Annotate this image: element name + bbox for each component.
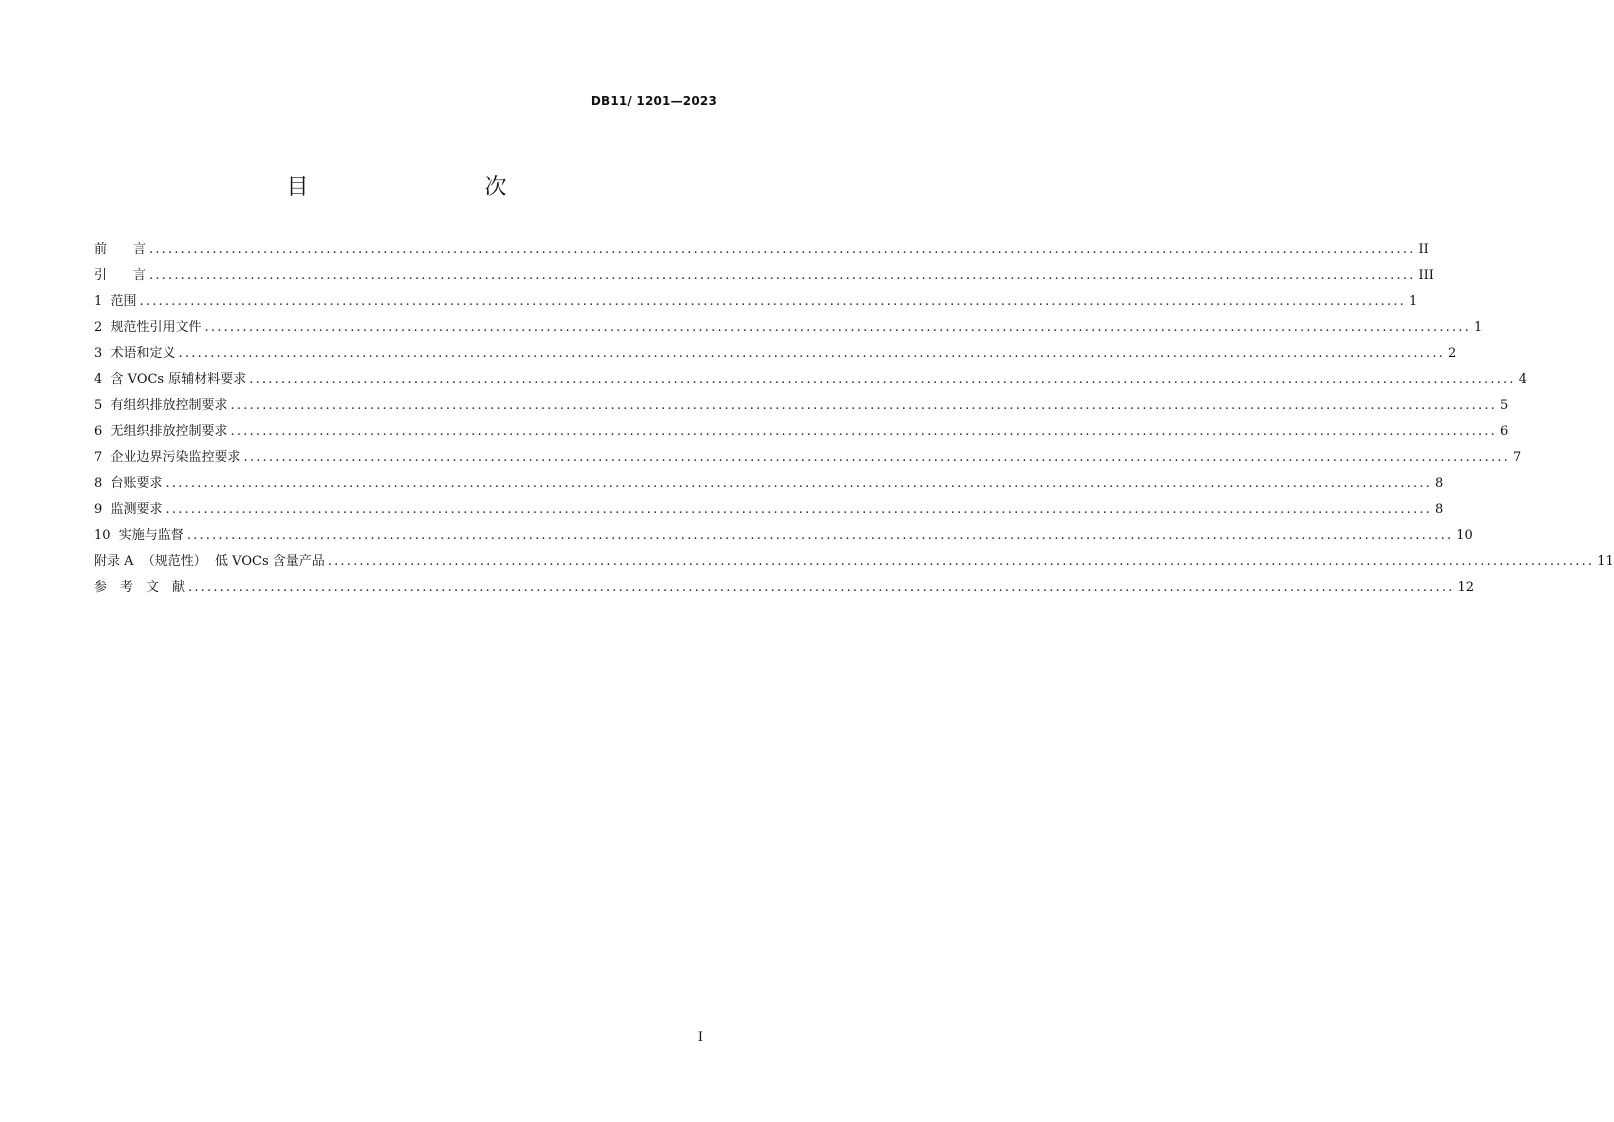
toc-entry-page: 5 — [1500, 398, 1509, 413]
toc-entry-label: 引 言 — [94, 268, 147, 283]
toc-entry-page: 11 — [1597, 554, 1614, 569]
toc-entry-monitoring[interactable] — [94, 497, 1444, 523]
toc-leader-dots: ........................................................................................................................................................................................................ — [230, 398, 1498, 413]
toc-leader-dots: ........................................................................................................................................................................................................ — [243, 450, 1511, 465]
toc-leader-dots: ........................................................................................................................................................................................................ — [165, 476, 1433, 491]
toc-leader-dots: ........................................................................................................................................................................................................ — [230, 424, 1498, 439]
toc-entry-organized-emission[interactable] — [94, 393, 1509, 419]
toc-entry-introduction[interactable] — [94, 263, 1434, 289]
toc-entry-label: 5 有组织排放控制要求 — [94, 398, 228, 413]
toc-entry-page: 10 — [1456, 528, 1473, 543]
toc-entry-label: 参 考 文 献 — [94, 580, 186, 595]
toc-entry-scope[interactable] — [94, 289, 1418, 315]
toc-entry-page: 6 — [1500, 424, 1509, 439]
toc-entry-page: II — [1418, 242, 1429, 257]
toc-entry-label: 1 范围 — [94, 294, 137, 309]
toc-entry-foreword[interactable] — [94, 237, 1429, 263]
toc-entry-page: III — [1418, 268, 1434, 283]
toc-entry-label: 8 台账要求 — [94, 476, 163, 491]
toc-entry-label: 6 无组织排放控制要求 — [94, 424, 228, 439]
toc-leader-dots: ........................................................................................................................................................................................................ — [186, 528, 1454, 543]
toc-leader-dots: ........................................................................................................................................................................................................ — [249, 372, 1516, 387]
toc-entry-voc-materials[interactable] — [94, 367, 1527, 393]
table-of-contents — [94, 237, 1614, 601]
toc-entry-page: 1 — [1474, 320, 1483, 335]
toc-entry-normative-references[interactable] — [94, 315, 1483, 341]
toc-entry-ledger[interactable] — [94, 471, 1444, 497]
page-title: 目 次 — [286, 175, 551, 200]
toc-entry-fugitive-emission[interactable] — [94, 419, 1509, 445]
toc-entry-appendix-a[interactable] — [94, 549, 1614, 575]
toc-entry-page: 12 — [1457, 580, 1475, 595]
page-number: I — [697, 1030, 703, 1045]
toc-entry-terms-definitions[interactable] — [94, 341, 1457, 367]
toc-entry-implementation[interactable] — [94, 523, 1473, 549]
toc-entry-label: 前 言 — [94, 242, 147, 257]
toc-entry-page: 8 — [1435, 476, 1444, 491]
standard-code: DB11/ 1201—2023 — [590, 94, 717, 108]
toc-entry-label: 9 监测要求 — [94, 502, 163, 517]
toc-entry-page: 8 — [1435, 502, 1444, 517]
toc-leader-dots: ........................................................................................................................................................................................................ — [178, 346, 1446, 361]
toc-leader-dots: ........................................................................................................................................................................................................ — [149, 242, 1416, 257]
toc-entry-page: 4 — [1518, 372, 1527, 387]
toc-entry-label: 4 含 VOCs 原辅材料要求 — [94, 372, 247, 387]
toc-entry-page: 2 — [1448, 346, 1457, 361]
toc-entry-page: 1 — [1409, 294, 1418, 309]
toc-entry-label: 附录 A （规范性） 低 VOCs 含量产品 — [94, 554, 325, 569]
toc-leader-dots: ........................................................................................................................................................................................................ — [149, 268, 1416, 283]
toc-entry-label: 7 企业边界污染监控要求 — [94, 450, 241, 465]
toc-leader-dots: ........................................................................................................................................................................................................ — [327, 554, 1595, 569]
toc-leader-dots: ........................................................................................................................................................................................................ — [139, 294, 1407, 309]
toc-entry-boundary-monitoring[interactable] — [94, 445, 1522, 471]
toc-entry-label: 10 实施与监督 — [94, 528, 184, 543]
toc-entry-bibliography[interactable] — [94, 575, 1475, 601]
toc-leader-dots: ........................................................................................................................................................................................................ — [204, 320, 1472, 335]
toc-leader-dots: ........................................................................................................................................................................................................ — [165, 502, 1433, 517]
toc-entry-label: 2 规范性引用文件 — [94, 320, 202, 335]
toc-leader-dots: ........................................................................................................................................................................................................ — [188, 580, 1455, 595]
toc-entry-page: 7 — [1513, 450, 1522, 465]
toc-entry-label: 3 术语和定义 — [94, 346, 176, 361]
